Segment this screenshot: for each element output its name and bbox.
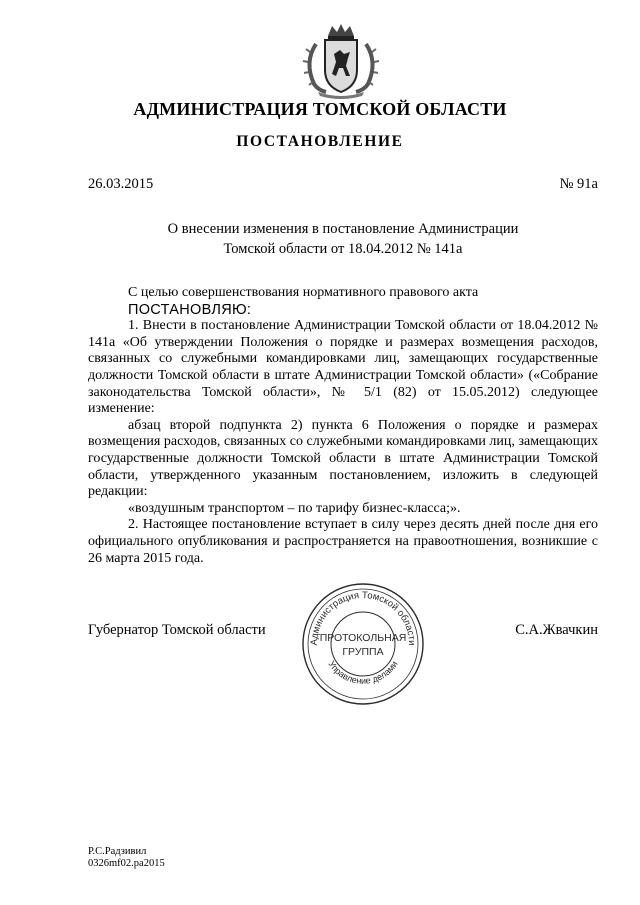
- preamble: С целью совершенствования нормативного правового акта: [128, 285, 479, 300]
- document-footer: [88, 846, 165, 870]
- decree-word: ПОСТАНОВЛЯЮ:: [128, 301, 252, 318]
- item-1-quote: «воздушным транспортом – по тарифу бизнес-класса;».: [128, 500, 461, 516]
- document-number: № 91а: [559, 176, 598, 192]
- tomsk-coat-of-arms-icon: [296, 22, 386, 100]
- document-type: ПОСТАНОВЛЕНИЕ: [236, 133, 404, 150]
- stamp-bottom-text: Управление делами: [326, 659, 400, 686]
- footer-doc-code: 0326mf02.pa2015: [88, 858, 165, 869]
- subject-line-2: Томской области от 18.04.2012 № 141а: [223, 241, 463, 257]
- item-2: 2. Настоящее постановление вступает в силу через десять дней после дня его официального опубликования и распространяется на правоотношения, возникшие с 26 марта 2015 года.: [88, 517, 598, 566]
- organization-name: АДМИНИСТРАЦИЯ ТОМСКОЙ ОБЛАСТИ: [133, 99, 507, 119]
- document-body: [88, 285, 598, 567]
- signatory-name: С.А.Жвачкин: [515, 622, 598, 638]
- stamp-inner-line-1: ПРОТОКОЛЬНАЯ: [319, 632, 407, 644]
- item-1: 1. Внести в постановление Администрации Томской области от 18.04.2012 № 141а «Об утверждении Положения о порядке и размерах возмещения расходов, связанных со служебными командировками лиц, замещающих государственные должности Томской области в штате Администрации Томской области» («Собрание законодательства Томской области», № 5/1 (82) от 15.05.2012) следующее изменение:: [88, 318, 598, 417]
- footer-author: Р.С.Радзивил: [88, 846, 147, 857]
- signatory-title: Губернатор Томской области: [88, 622, 266, 638]
- protocol-group-stamp: [300, 581, 426, 707]
- stamp-inner-line-2: ГРУППА: [342, 646, 384, 658]
- document-subject: [88, 219, 598, 259]
- svg-text:Управление делами: [326, 659, 399, 686]
- subject-line-1: О внесении изменения в постановление Администрации: [167, 221, 519, 237]
- document-date: 26.03.2015: [88, 176, 154, 192]
- stamp-top-text: Администрация Томской области: [308, 589, 418, 646]
- item-1-detail: абзац второй подпункта 2) пункта 6 Положения о порядке и размерах возмещения расходов, связанных со служебными командировками лиц, замещающих государственные должности Томской области в штате Администрации Томской области, утвержденного указанным постановлением, изложить в следующей редакции:: [88, 417, 598, 500]
